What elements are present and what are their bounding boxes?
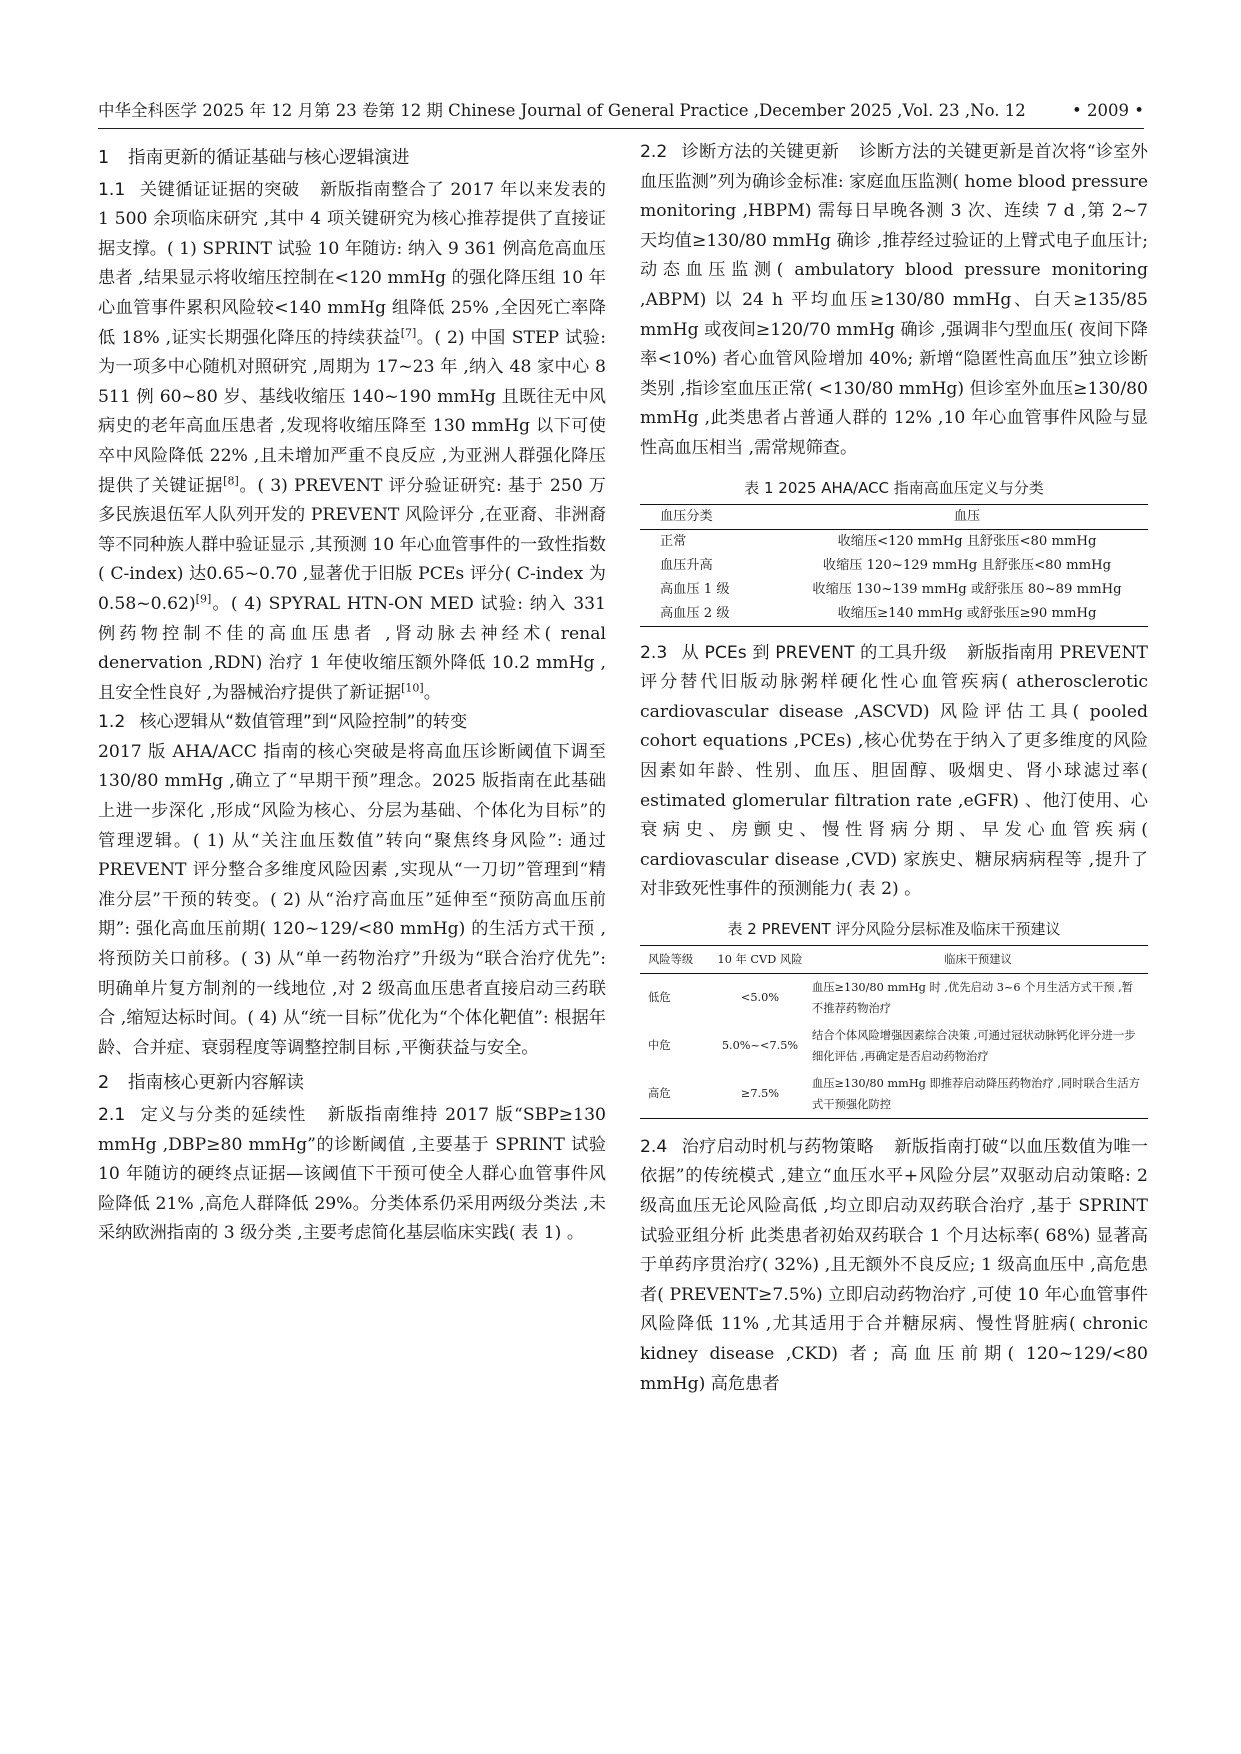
table-2	[640, 945, 1148, 1119]
table-cell: <5.0%	[740, 991, 780, 1005]
table-row	[640, 529, 1148, 554]
section-title: 指南更新的循证基础与核心逻辑演进	[128, 148, 410, 168]
table-row	[640, 578, 1148, 602]
table-cell: 收缩压 120~129 mmHg 且舒张压<80 mmHg	[822, 557, 1112, 573]
section-1-heading	[98, 144, 606, 174]
subsection-number: 2.3	[640, 642, 668, 663]
section-2-2-paragraph	[640, 138, 1148, 464]
subsection-number: 1.1	[98, 179, 126, 200]
table-2-caption: 表 2 PREVENT 评分风险分层标准及临床干预建议	[727, 919, 1061, 938]
body-text: 。( 3) PREVENT 评分验证研究: 基于 250 万多民族退伍军人队列开发的 PREVENT 风险评分 ,在亚裔、非洲裔等不同种族人群中验证显示 ,其预测 10 年心血管事件的一致性指数( C-index) 达0.65~0.70 ,显著优于旧版 PCEs 评分( C-index 为 0.58~0.62)	[98, 475, 606, 614]
subsection-2-4-heading	[640, 1137, 874, 1157]
table-cell: 收缩压≥140 mmHg 或舒张压≥90 mmHg	[837, 605, 1097, 621]
table-row	[640, 973, 1148, 1022]
table-row	[640, 602, 1148, 627]
column-header: 临床干预建议	[944, 952, 1012, 966]
body-text: 。	[423, 682, 441, 703]
subsection-title: 治疗启动时机与药物策略	[681, 1136, 875, 1157]
table-row	[640, 1022, 1148, 1070]
table-cell: 5.0%~<7.5%	[721, 1039, 799, 1053]
table-header-row	[640, 945, 1148, 973]
table-cell: 结合个体风险增强因素综合决策 ,可通过冠状动脉钙化评分进一步细化评估 ,再确定是否启动药物治疗	[812, 1028, 1136, 1063]
table-1-caption: 表 1 2025 AHA/ACC 指南高血压定义与分类	[744, 478, 1044, 497]
subsection-title: 从 PCEs 到 PREVENT 的工具升级	[681, 642, 947, 663]
body-text: 。( 2) 中国 STEP 试验: 为一项多中心随机对照研究 ,周期为 17~23 年 ,纳入 48 家中心 8 511 例 60~80 岁、基线收缩压 140~190 mmHg 且既往无中风病史的老年高血压患者 ,发现将收缩压降至 130 mmHg 以下可使卒中风险降低 22% ,且未增加严重不良反应 ,为亚洲人群强化降压提供了关键证据	[98, 327, 607, 496]
subsection-title: 诊断方法的关键更新	[681, 142, 840, 162]
column-header: 风险等级	[648, 952, 694, 966]
section-1-2-paragraph	[98, 708, 606, 1063]
citation-ref: [7]	[400, 325, 417, 339]
body-text: 2017 版 AHA/ACC 指南的核心突破是将高血压诊断阈值下调至 130/80 mmHg ,确立了“早期干预”理念。2025 版指南在此基础上进一步深化 ,形成“风险为核心、分层为基础、个体化为目标”的管理逻辑。( 1) 从“关注血压数值”转向“聚焦终身风险”: 通过 PREVENT 评分整合多维度风险因素 ,实现从“一刀切”管理到“精准分层”干预的转变。( 2) 从“治疗高血压”延伸至“预防高血压前期”: 强化高血压前期( 120~129/<80 mmHg) 的生活方式干预 ,将预防关口前移。( 3) 从“单一药物治疗”升级为“联合治疗优先”: 明确单片复方制剂的一线地位 ,对 2 级高血压患者直接启动三药联合 ,缩短达标时间。( 4) 从“统一目标”优化为“个体化靶值”: 根据年龄、合并症、衰弱程度等调整控制目标 ,平衡获益与安全。	[98, 741, 606, 1058]
table-1	[640, 504, 1148, 627]
subsection-number: 1.2	[98, 712, 126, 733]
table-cell: 收缩压 130~139 mmHg 或舒张压 80~89 mmHg	[812, 581, 1122, 597]
table-cell: 高血压 1 级	[660, 581, 730, 597]
subsection-number: 2.4	[640, 1136, 668, 1157]
left-column	[98, 138, 606, 1249]
citation-ref: [9]	[195, 592, 212, 606]
table-cell: 血压≥130/80 mmHg 时 ,优先启动 3~6 个月生活方式干预 ,暂不推荐药物治疗	[812, 980, 1134, 1015]
table-cell: 收缩压<120 mmHg 且舒张压<80 mmHg	[837, 533, 1097, 549]
citation-ref: [10]	[401, 680, 424, 694]
body-text: 新版指南维持 2017 版“SBP≥130 mmHg ,DBP≥80 mmHg”的诊断阈值 ,主要基于 SPRINT 试验 10 年随访的硬终点证据—该阈值下干预可使全人群心血管事件风险降低 21% ,高危人群降低 29%。分类体系仍采用两级分类法 ,未采纳欧洲指南的 3 级分类 ,主要考虑简化基层临床实践( 表 1) 。	[98, 1105, 606, 1244]
section-2-4-paragraph	[640, 1133, 1148, 1399]
subsection-title: 定义与分类的延续性	[139, 1105, 307, 1125]
table-cell: 高危	[648, 1087, 671, 1101]
section-number: 2	[98, 1073, 110, 1094]
column-header: 10 年 CVD 风险	[717, 952, 803, 966]
table-cell: 血压升高	[660, 557, 713, 573]
column-header: 血压	[953, 508, 981, 524]
table-cell: 高血压 2 级	[660, 605, 730, 621]
section-2-1-paragraph	[98, 1101, 606, 1249]
body-text: 新版指南整合了 2017 年以来发表的 1 500 余项临床研究 ,其中 4 项关键研究为核心推荐提供了直接证据支撑。( 1) SPRINT 试验 10 年随访: 纳入 9 361 例高危高血压患者 ,结果显示将收缩压控制在<120 mmHg 的强化降压组 10 年心血管事件累积风险较<140 mmHg 组降低 25% ,全因死亡率降低 18% ,证实长期强化降压的持续获益	[98, 179, 606, 348]
body-text: 。( 4) SPYRAL HTN-ON MED 试验: 纳入 331 例药物控制不佳的高血压患者 ,肾动脉去神经术( renal denervation ,RDN) 治疗 1 年使收缩压额外降低 10.2 mmHg ,且安全性良好 ,为器械治疗提供了新证据	[98, 593, 606, 703]
subsection-number: 2.2	[640, 142, 668, 162]
subsection-title: 核心逻辑从“数值管理”到“风险控制”的转变	[139, 712, 468, 733]
subsection-2-3-heading	[640, 643, 947, 663]
table-header-row	[640, 504, 1148, 529]
section-title: 指南核心更新内容解读	[128, 1073, 304, 1094]
body-text: 新版指南打破“以血压数值为唯一依据”的传统模式 ,建立“血压水平+风险分层”双驱动启动策略: 2 级高血压无论风险高低 ,均立即启动双药联合治疗 ,基于 SPRINT 试验亚组分析 此类患者初始双药联合 1 个月达标率( 68%) 显著高于单药序贯治疗( 32%) ,且无额外不良反应; 1 级高血压中 ,高危患者( PREVENT≥7.5%) 立即启动药物治疗 ,可使 10 年心血管事件风险降低 11% ,尤其适用于合并糖尿病、慢性肾脏病( chronic kidney disease ,CKD) 者; 高血压前期( 120~129/<80 mmHg) 高危患者	[640, 1136, 1148, 1394]
column-header: 血压分类	[660, 508, 713, 524]
body-text: 新版指南用 PREVENT 评分替代旧版动脉粥样硬化性心血管疾病( atherosclerotic cardiovascular disease ,ASCVD) 风险评估工具( pooled cohort equations ,PCEs) ,核心优势在于纳入了更多维度的风险因素如年龄、性别、血压、胆固醇、吸烟史、肾小球滤过率( estimated glomerular filtration rate ,eGFR) 、他汀使用、心衰病史、房颤史、慢性肾病分期、早发心血管疾病( cardiovascular disease ,CVD) 家族史、糖尿病病程等 ,提升了对非致死性事件的预测能力( 表 2) 。	[640, 642, 1148, 900]
section-2-heading	[98, 1069, 606, 1099]
subsection-1-1-heading	[98, 180, 300, 200]
section-number: 1	[98, 148, 110, 168]
subsection-2-2-heading	[640, 142, 839, 162]
body-text: 诊断方法的关键更新是首次将“诊室外血压监测”列为确诊金标准: 家庭血压监测( home blood pressure monitoring ,HBPM) 需每日早晚各测 3 次、连续 7 d ,第 2~7 天均值≥130/80 mmHg 确诊 ,推荐经过验证的上臂式电子血压计; 动态血压监测( ambulatory blood pressure monitoring ,ABPM) 以 24 h 平均血压≥130/80 mmHg、白天≥135/85 mmHg 或夜间≥120/70 mmHg 确诊 ,强调非勺型血压( 夜间下降率<10%) 者心血管风险增加 40%; 新增“隐匿性高血压”独立诊断类别 ,指诊室血压正常( <130/80 mmHg) 但诊室外血压≥130/80 mmHg ,此类患者占普通人群的 12% ,10 年心血管事件风险与显性高血压相当 ,需常规筛查。	[640, 142, 1148, 458]
table-row	[640, 554, 1148, 578]
right-column	[640, 138, 1148, 1399]
subsection-2-1-heading	[98, 1105, 307, 1125]
table-row	[640, 1070, 1148, 1119]
journal-citation: 中华全科医学 2025 年 12 月第 23 卷第 12 期 Chinese Journal of General Practice ,December 2025 ,Vol. 23 ,No. 12	[98, 101, 1026, 120]
table-cell: ≥7.5%	[740, 1087, 780, 1101]
section-2-3-paragraph	[640, 639, 1148, 905]
table-cell: 正常	[660, 533, 687, 549]
running-header	[98, 96, 1144, 129]
citation-ref: [8]	[223, 473, 239, 487]
page-number: • 2009 •	[1072, 101, 1144, 120]
table-cell: 低危	[648, 991, 671, 1005]
subsection-number: 2.1	[98, 1105, 126, 1125]
table-cell: 中危	[648, 1039, 671, 1053]
subsection-title: 关键循证证据的突破	[139, 179, 300, 200]
section-1-1-paragraph	[98, 176, 606, 709]
table-cell: 血压≥130/80 mmHg 即推荐启动降压药物治疗 ,同时联合生活方式干预强化防控	[812, 1076, 1141, 1111]
subsection-1-2-heading	[98, 712, 467, 732]
